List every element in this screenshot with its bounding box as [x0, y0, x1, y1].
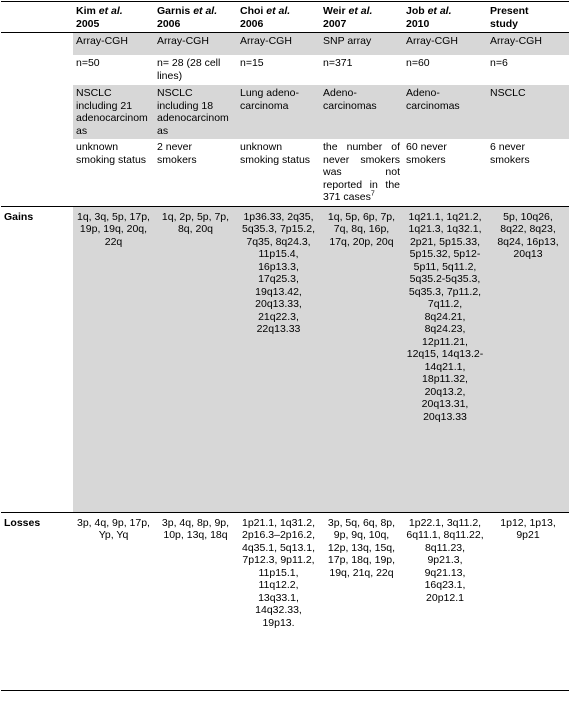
gains-cell: 5p, 10q26, 8q22, 8q23, 8q24, 16p13, 20q13 — [487, 206, 569, 512]
gains-cell: 1p36.33, 2q35, 5q35.3, 7p15.2, 7q35, 8q24.3, 11p15.4, 16p13.3, 17q25.3, 19q13.42, 20q13.33, 21q22.3, 22q13.33 — [237, 206, 320, 512]
sample-size-cell: n=371 — [323, 57, 353, 69]
method-cell: Array-CGH — [487, 33, 569, 56]
losses-cell: 1p22.1, 3q11.2, 6q11.1, 8q11.22, 8q11.23, 9p21.3, 9q21.13, 16q23.1, 20p12.1 — [403, 512, 487, 690]
sample-size-label-cell — [1, 55, 73, 85]
sample-size-row — [1, 55, 569, 85]
header-choi: Choi et al. 2006 — [237, 2, 320, 33]
tumor-type-cell: Adeno-carcinomas — [320, 85, 403, 139]
losses-cell: 3p, 5q, 6q, 8p, 9p, 9q, 10q, 12p, 13q, 15q, 17p, 18q, 19p, 19q, 21q, 22q — [320, 512, 403, 690]
tumor-type-cell: Adeno-carcinomas — [403, 85, 487, 139]
header-kim: Kim et al. 2005 — [73, 2, 154, 33]
sample-size-cell: n=50 — [76, 57, 100, 69]
gains-row — [1, 206, 569, 512]
tumor-type-row — [1, 85, 569, 139]
method-row — [1, 33, 569, 56]
losses-cell: 3p, 4q, 8p, 9p, 10p, 13q, 18q — [154, 512, 237, 690]
method-label-cell — [1, 33, 73, 56]
gains-cell: 1q21.1, 1q21.2, 1q21.3, 1q32.1, 2p21, 5p15.33, 5p15.32, 5p12-5p11, 5q11.2, 5q35.2-5q35.3, 5q35.3, 7p11.2, 7q11.2, 8q24.21, 8q24.23, 12p11.21, 12q15, 14q13.2-14q21.1, 18p11.32, 20q13.2, 20q13.31, 20q13.33 — [403, 206, 487, 512]
smoking-cell: unknown smoking status — [237, 139, 320, 206]
tumor-type-label-cell — [1, 85, 73, 139]
tumor-type-cell: NSCLC — [487, 85, 569, 139]
sample-size-cell: n=60 — [406, 57, 430, 69]
smoking-status-row — [1, 139, 569, 206]
gains-label: Gains — [1, 206, 73, 512]
smoking-cell: unknown smoking status — [73, 139, 154, 206]
smoking-weir-text: the number of never smokers was not reported in the 371 cases — [323, 141, 400, 203]
method-cell: Array-CGH — [154, 33, 237, 56]
header-present: Present study — [487, 2, 569, 33]
losses-label: Losses — [1, 512, 73, 690]
header-garnis: Garnis et al. 2006 — [154, 2, 237, 33]
sample-size-cell: n=6 — [490, 57, 508, 69]
smoking-cell: 60 never smokers — [403, 139, 487, 206]
sample-size-cell: n= 28 (28 cell lines) — [157, 57, 221, 82]
tumor-type-cell: NSCLC including 21 adenocarcinomas — [73, 85, 154, 139]
tumor-type-cell: Lung adeno-carcinoma — [237, 85, 320, 139]
smoking-cell: 6 never smokers — [487, 139, 569, 206]
method-cell: Array-CGH — [73, 33, 154, 56]
tumor-type-cell: NSCLC including 18 adenocarcinomas — [154, 85, 237, 139]
comparison-table — [1, 1, 569, 691]
smoking-label-cell — [1, 139, 73, 206]
losses-row — [1, 512, 569, 690]
method-cell: Array-CGH — [237, 33, 320, 56]
method-cell: SNP array — [320, 33, 403, 56]
gains-cell: 1q, 3q, 5p, 17p, 19p, 19q, 20q, 22q — [73, 206, 154, 512]
header-job: Job et al. 2010 — [403, 2, 487, 33]
reference-superscript: 7 — [370, 190, 375, 198]
sample-size-cell: n=15 — [240, 57, 264, 69]
header-weir: Weir et al. 2007 — [320, 2, 403, 33]
header-row — [1, 2, 569, 33]
gains-cell: 1q, 2p, 5p, 7p, 8q, 20q — [154, 206, 237, 512]
losses-cell: 1p21.1, 1q31.2, 2p16.3–2p16.2, 4q35.1, 5q13.1, 7p12.3, 9p11.2, 11p15.1, 11q12.2, 13q33.1, 14q32.33, 19p13. — [237, 512, 320, 690]
method-cell: Array-CGH — [403, 33, 487, 56]
smoking-cell: 2 never smokers — [154, 139, 237, 206]
losses-cell: 3p, 4q, 9p, 17p, Yp, Yq — [73, 512, 154, 690]
header-blank-cell — [1, 2, 73, 33]
smoking-cell-weir — [320, 139, 403, 206]
gains-cell: 1q, 5p, 6p, 7p, 7q, 8q, 16p, 17q, 20p, 20q — [320, 206, 403, 512]
losses-cell: 1p12, 1p13, 9p21 — [487, 512, 569, 690]
